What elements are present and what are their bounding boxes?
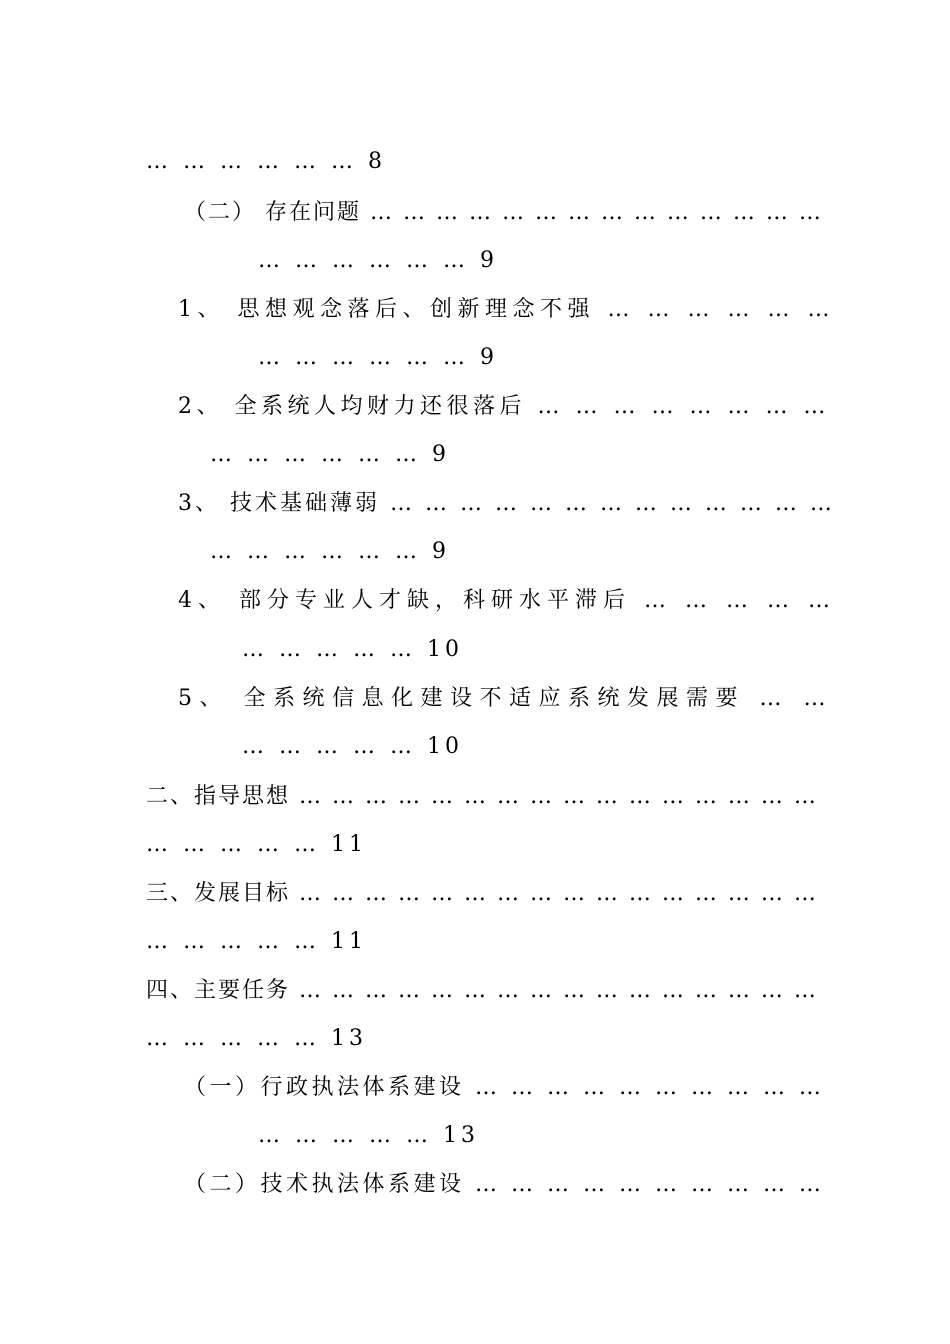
- toc-line: 三、发展目标 … … … … … … … … … … … … … … … …: [146, 881, 818, 906]
- toc-line: … … … … … … 9: [210, 539, 450, 564]
- toc-line: （二）技术执法体系建设 … … … … … … … … … …: [184, 1172, 825, 1197]
- toc-line: 2、 全系统人均财力还很落后 … … … … … … … …: [178, 394, 830, 419]
- toc-line: … … … … … 10: [242, 637, 463, 662]
- toc-line: （二） 存在问题 … … … … … … … … … … … … … …: [184, 200, 823, 225]
- toc-line: … … … … … 11: [146, 929, 367, 954]
- toc-line: 5、 全系统信息化建设不适应系统发展需要 … …: [178, 686, 833, 711]
- toc-line: 3、 技术基础薄弱 … … … … … … … … … … … … …: [178, 491, 835, 516]
- toc-line: … … … … … … 8: [146, 149, 386, 174]
- toc-line: … … … … … 13: [258, 1123, 479, 1148]
- toc-line: 二、指导思想 … … … … … … … … … … … … … … … …: [146, 784, 818, 809]
- toc-line: … … … … … 11: [146, 832, 367, 857]
- toc-line: … … … … … … 9: [210, 442, 450, 467]
- toc-line: 1、 思想观念落后、创新理念不强 … … … … … …: [178, 297, 835, 322]
- toc-line: … … … … … … 9: [258, 248, 498, 273]
- toc-line: （一）行政执法体系建设 … … … … … … … … … …: [184, 1075, 825, 1100]
- toc-line: 四、主要任务 … … … … … … … … … … … … … … … …: [146, 978, 818, 1003]
- toc-line: … … … … … 10: [242, 734, 463, 759]
- toc-line: … … … … … 13: [146, 1026, 367, 1051]
- toc-line: 4、 部分专业人才缺，科研水平滞后 … … … … …: [178, 588, 836, 613]
- toc-line: … … … … … … 9: [258, 345, 498, 370]
